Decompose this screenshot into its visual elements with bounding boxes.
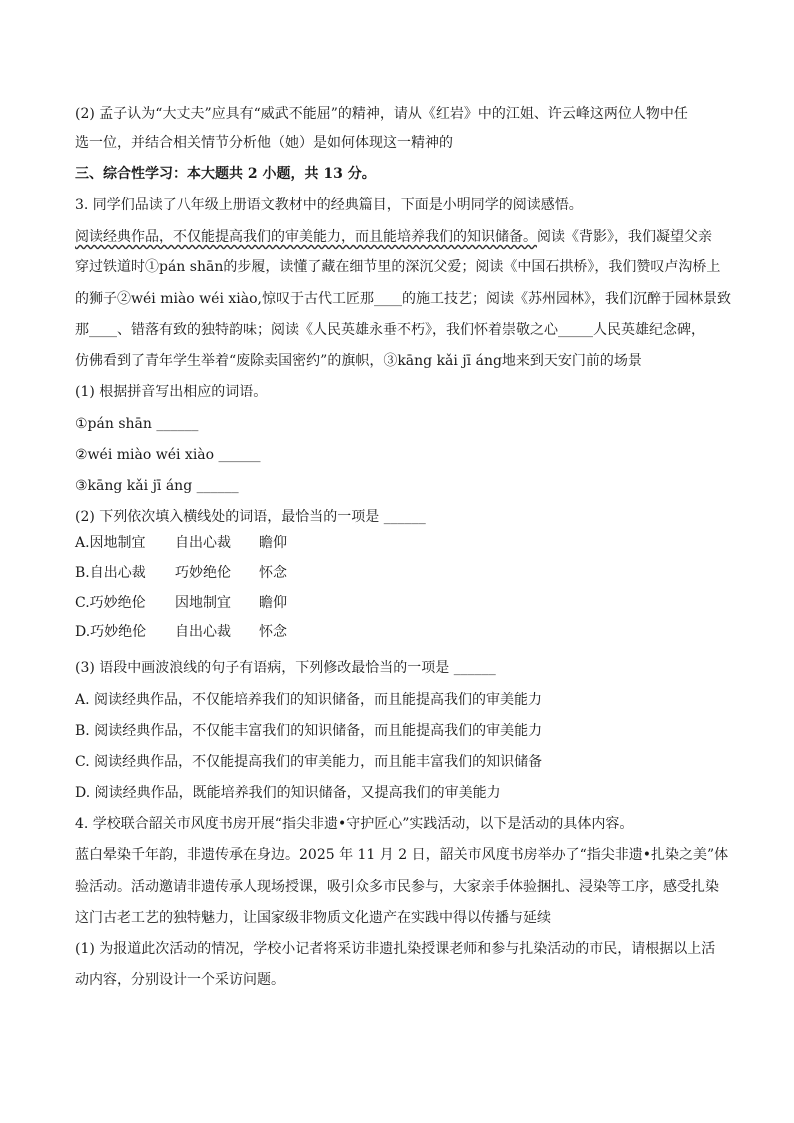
q3-sub3-option-c: C. 阅读经典作品，不仅能提高我们的审美能力，而且能丰富我们的知识储备 <box>75 754 543 770</box>
option-word-2: 因地制宜 <box>175 595 231 611</box>
option-word-1: A.因地制宜 <box>75 535 146 551</box>
q3-sub2-prompt: (2) 下列依次填入横线处的词语，最恰当的一项是 ______ <box>75 509 426 525</box>
q4-passage-line2: 验活动。活动邀请非遗传承人现场授课，吸引众多市民参与，大家亲手体验捆扎、浸染等工序，感受扎染 <box>75 879 719 895</box>
option-word-2: 自出心裁 <box>175 535 231 551</box>
q3-intro: 3. 同学们品读了八年级上册语文教材中的经典篇目，下面是小明同学的阅读感悟。 <box>75 197 583 213</box>
q3-sub3-option-d: D. 阅读经典作品，既能培养我们的知识储备，又提高我们的审美能力 <box>75 785 501 801</box>
q3-passage-line4: 那____、错落有致的独特韵味；阅读《人民英雄永垂不朽》，我们怀着崇敬之心_____人民英雄纪念碑， <box>75 322 705 338</box>
option-word-1: B.自出心裁 <box>75 565 146 581</box>
q3-sub2-option-b <box>75 563 724 583</box>
section3-heading: 三、综合性学习：本大题共 2 小题，共 13 分。 <box>75 166 376 182</box>
q3-sub2-option-a <box>75 533 724 553</box>
wavy-sentence: 阅读经典作品，不仅能提高我们的审美能力，而且能培养我们的知识储备。 <box>75 229 537 245</box>
q4-sub1-line2: 动内容，分别设计一个采访问题。 <box>75 972 285 988</box>
q3-sub2-option-c <box>75 593 724 613</box>
q3-sub3-prompt: (3) 语段中画波浪线的句子有语病，下列修改最恰当的一项是 ______ <box>75 660 496 676</box>
q4-intro: 4. 学校联合韶关市风度书房开展“指尖非遗•守护匠心”实践活动，以下是活动的具体内容。 <box>75 816 634 832</box>
q3-sub3-option-a: A. 阅读经典作品，不仅能培养我们的知识储备，而且能提高我们的审美能力 <box>75 692 543 708</box>
option-word-3: 瞻仰 <box>259 535 287 551</box>
q2-2-line1: (2) 孟子认为“大丈夫”应具有“威武不能屈”的精神，请从《红岩》中的江姐、许云峰这两位人物中任 <box>75 106 688 122</box>
q3-sub1-item-2: ②wéi miào wéi xiào ______ <box>75 447 261 463</box>
q3-sub2-option-d <box>75 622 724 642</box>
option-word-2: 自出心裁 <box>175 624 231 640</box>
q4-passage-line1: 蓝白晕染千年韵，非遗传承在身边。2025 年 11 月 2 日，韶关市风度书房举办了“指尖非遗•扎染之美”体 <box>75 847 729 863</box>
q2-2-line2: 选一位，并结合相关情节分析他（她）是如何体现这一精神的 <box>75 135 453 151</box>
option-word-1: D.巧妙绝伦 <box>75 624 147 640</box>
option-word-2: 巧妙绝伦 <box>175 565 231 581</box>
q4-passage-line3: 这门古老工艺的独特魅力，让国家级非物质文化遗产在实践中得以传播与延续 <box>75 910 551 926</box>
q3-passage-line2: 穿过铁道时①pán shān的步履，读懂了藏在细节里的深沉父爱；阅读《中国石拱桥》，我们赞叹卢沟桥上 <box>75 259 721 275</box>
option-word-1: C.巧妙绝伦 <box>75 595 146 611</box>
q3-passage-line1 <box>75 227 724 247</box>
q4-sub1-line1: (1) 为报道此次活动的情况，学校小记者将采访非遗扎染授课老师和参与扎染活动的市民，请根据以上活 <box>75 941 716 957</box>
q3-passage-line3: 的狮子②wéi miào wéi xiào,惊叹于古代工匠那____的施工技艺；阅读《苏州园林》，我们沉醉于园林景致 <box>75 291 731 307</box>
q3-passage-line5: 仿佛看到了青年学生举着“废除卖国密约”的旗帜，③kāng kǎi jī áng地来到天安门前的场景 <box>75 353 642 369</box>
option-word-3: 怀念 <box>259 565 287 581</box>
q3-sub1-item-3: ③kāng kǎi jī áng ______ <box>75 478 239 494</box>
option-word-3: 怀念 <box>259 624 287 640</box>
q3-sub1-item-1: ①pán shān ______ <box>75 416 199 432</box>
option-word-3: 瞻仰 <box>259 595 287 611</box>
q3-passage-line1-rest: 阅读《背影》，我们凝望父亲 <box>537 229 712 245</box>
q3-sub3-option-b: B. 阅读经典作品，不仅能丰富我们的知识储备，而且能提高我们的审美能力 <box>75 723 543 739</box>
q3-sub1-prompt: (1) 根据拼音写出相应的词语。 <box>75 384 268 400</box>
